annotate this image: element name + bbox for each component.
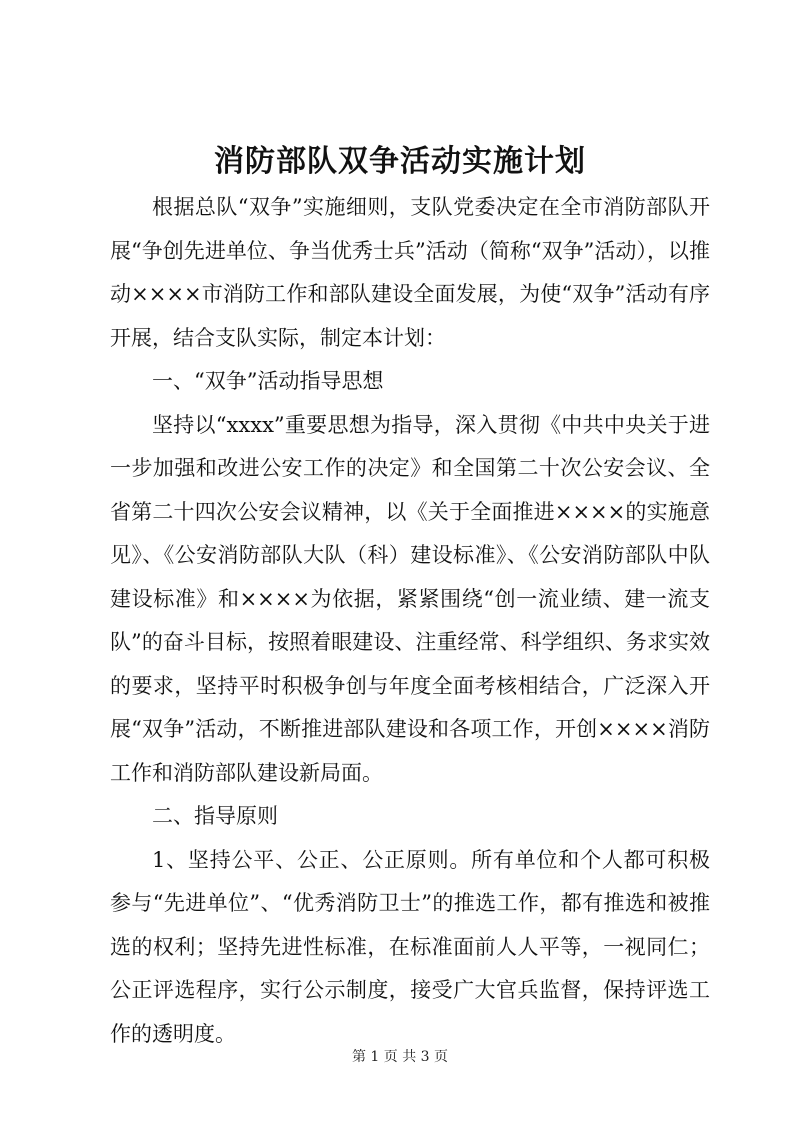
- section-heading-guiding-thought: 一、“双争”活动指导思想: [152, 369, 384, 393]
- paragraph-guiding-thought: 坚持以“xxxx”重要思想为指导，深入贯彻《中共中央关于进一步加强和改进公安工作的决定》和全国第二十次公安会议、全省第二十四次公安会议精神，以《关于全面推进××××的实施意见》、《公安消防部队大队（科）建设标准》、《公安消防部队中队建设标准》和××××为依据，紧紧围绕“创一流业绩、建一流支队”的奋斗目标，按照着眼建设、注重经常、科学组织、务求实效的要求，坚持平时积极争创与年度全面考核相结合，广泛深入开展“双争”活动，不断推进部队建设和各项工作，开创××××消防工作和消防部队建设新局面。: [110, 412, 710, 785]
- section-heading-principles: 二、指导原则: [152, 804, 278, 828]
- document-title: 消防部队双争活动实施计划: [214, 144, 586, 179]
- paragraph-principle-1: 1、坚持公平、公正、公正原则。所有单位和个人都可积极参与“先进单位”、“优秀消防卫士”的推选工作，都有推选和被推选的权利；坚持先进性标准，在标准面前人人平等，一视同仁；公正评选程序，实行公示制度，接受广大官兵监督，保持评选工作的透明度。: [110, 847, 710, 1046]
- page-number-footer: 第 1 页 共 3 页: [351, 1049, 449, 1065]
- paragraph-intro: 根据总队“双争”实施细则，支队党委决定在全市消防部队开展“争创先进单位、争当优秀士兵”活动（简称“双争”活动），以推动××××市消防工作和部队建设全面发展，为使“双争”活动有序开展，结合支队实际，制定本计划：: [110, 195, 710, 350]
- document-body: [110, 186, 710, 1056]
